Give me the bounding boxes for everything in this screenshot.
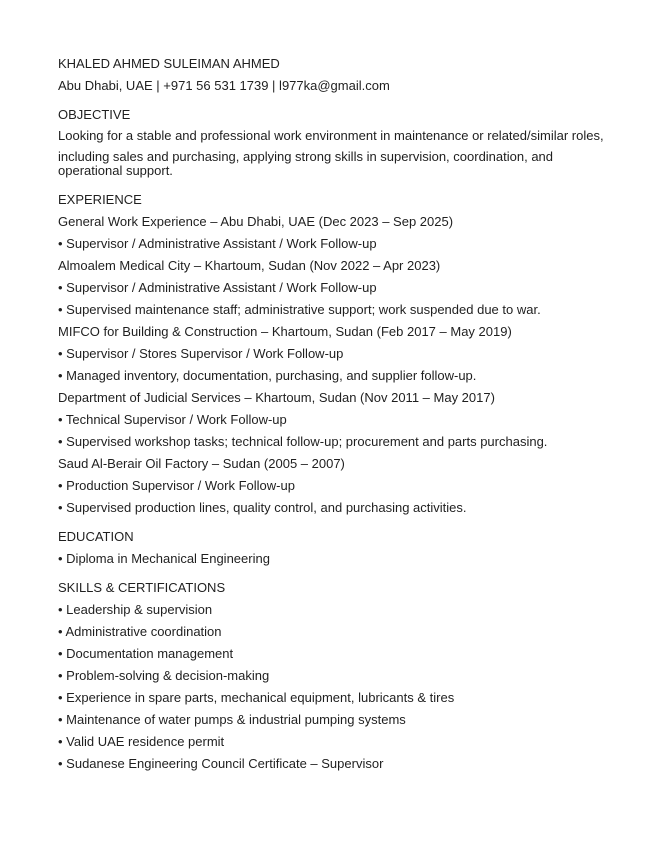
job-title: General Work Experience – Abu Dhabi, UAE (Dec 2023 – Sep 2025) bbox=[58, 214, 454, 229]
skill-bullet: • Documentation management bbox=[58, 646, 234, 661]
experience-job bbox=[58, 390, 618, 449]
person-name: KHALED AHMED SULEIMAN AHMED bbox=[58, 56, 280, 71]
section-heading-education: EDUCATION bbox=[58, 529, 134, 544]
job-bullet: • Supervisor / Administrative Assistant / Work Follow-up bbox=[58, 280, 377, 295]
job-title: Almoalem Medical City – Khartoum, Sudan (Nov 2022 – Apr 2023) bbox=[58, 258, 441, 273]
job-title: Department of Judicial Services – Khartoum, Sudan (Nov 2011 – May 2017) bbox=[58, 390, 495, 405]
section-heading-skills: SKILLS & CERTIFICATIONS bbox=[58, 580, 226, 595]
job-bullet: • Supervised production lines, quality control, and purchasing activities. bbox=[58, 500, 467, 515]
job-bullet: • Supervisor / Administrative Assistant / Work Follow-up bbox=[58, 236, 377, 251]
education-bullet: • Diploma in Mechanical Engineering bbox=[58, 551, 270, 566]
job-bullet: • Supervised workshop tasks; technical follow-up; procurement and parts purchasing. bbox=[58, 434, 548, 449]
job-bullet: • Supervisor / Stores Supervisor / Work Follow-up bbox=[58, 346, 344, 361]
resume-content bbox=[58, 56, 618, 771]
skill-bullet: • Problem-solving & decision-making bbox=[58, 668, 270, 683]
objective-paragraph: including sales and purchasing, applying strong skills in supervision, coordination, and operational support. bbox=[58, 149, 554, 178]
objective-paragraph: Looking for a stable and professional work environment in maintenance or related/similar roles, bbox=[58, 128, 604, 143]
job-bullet: • Supervised maintenance staff; administrative support; work suspended due to war. bbox=[58, 302, 541, 317]
skill-bullet: • Administrative coordination bbox=[58, 624, 222, 639]
skill-bullet: • Maintenance of water pumps & industrial pumping systems bbox=[58, 712, 406, 727]
job-bullet: • Technical Supervisor / Work Follow-up bbox=[58, 412, 287, 427]
contact-line: Abu Dhabi, UAE | +971 56 531 1739 | l977ka@gmail.com bbox=[58, 78, 390, 93]
section-heading-objective: OBJECTIVE bbox=[58, 107, 131, 122]
skill-bullet: • Valid UAE residence permit bbox=[58, 734, 225, 749]
skill-bullet: • Experience in spare parts, mechanical equipment, lubricants & tires bbox=[58, 690, 455, 705]
experience-job bbox=[58, 258, 618, 317]
job-title: Saud Al-Berair Oil Factory – Sudan (2005 – 2007) bbox=[58, 456, 345, 471]
job-bullet: • Managed inventory, documentation, purchasing, and supplier follow-up. bbox=[58, 368, 477, 383]
experience-job bbox=[58, 324, 618, 383]
experience-job bbox=[58, 214, 618, 251]
experience-job bbox=[58, 456, 618, 515]
section-heading-experience: EXPERIENCE bbox=[58, 192, 142, 207]
skill-bullet: • Leadership & supervision bbox=[58, 602, 213, 617]
job-bullet: • Production Supervisor / Work Follow-up bbox=[58, 478, 295, 493]
skill-bullet: • Sudanese Engineering Council Certificate – Supervisor bbox=[58, 756, 384, 771]
job-title: MIFCO for Building & Construction – Khartoum, Sudan (Feb 2017 – May 2019) bbox=[58, 324, 512, 339]
